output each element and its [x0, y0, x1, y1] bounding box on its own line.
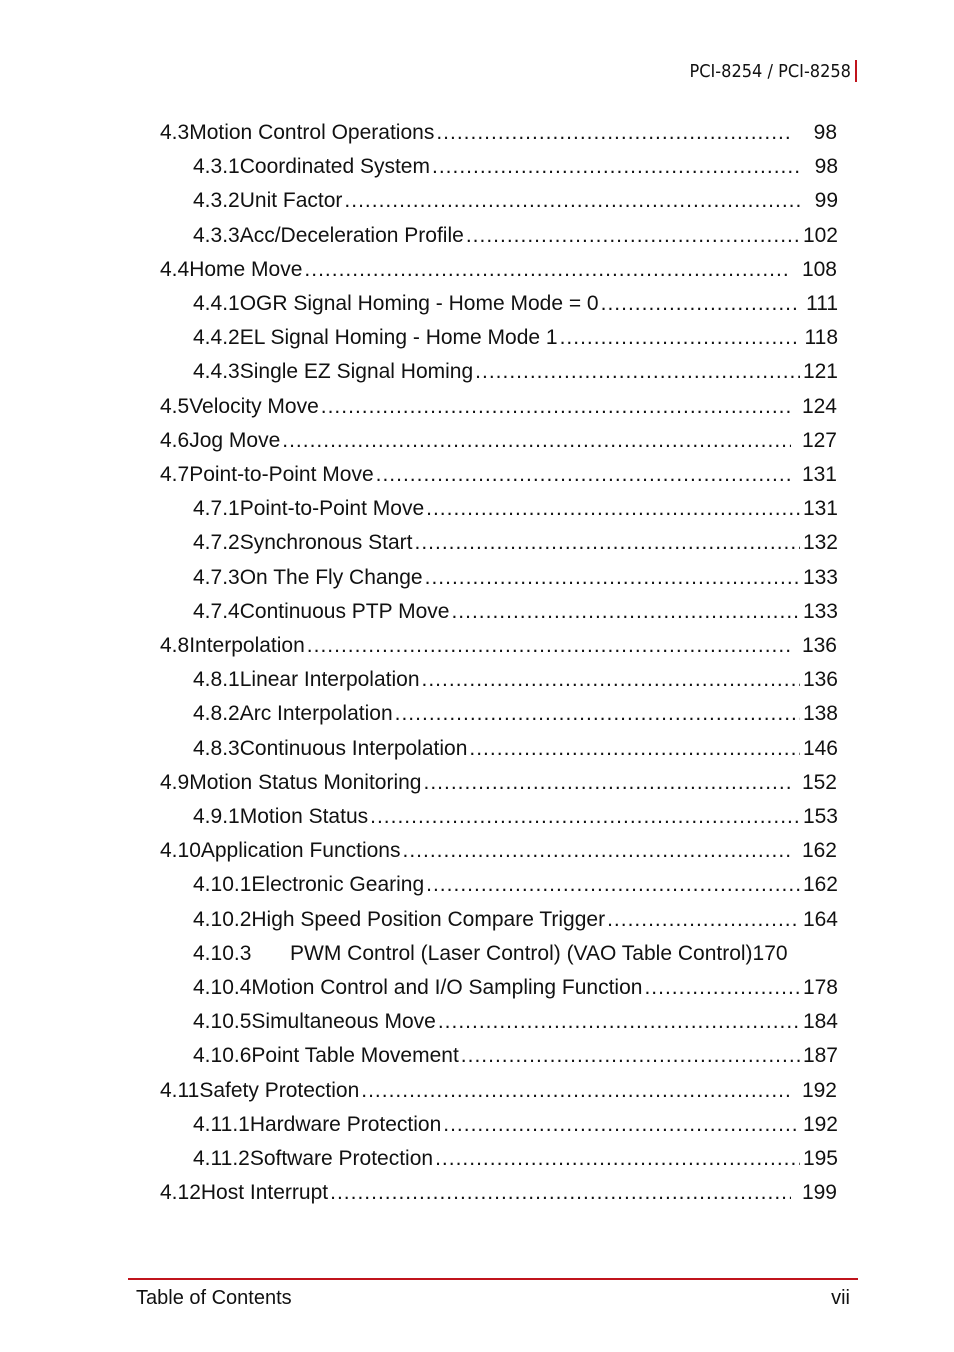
toc-section-title: Unit Factor: [239, 189, 343, 213]
toc-leader-dots: [436, 118, 791, 148]
toc-page-number: 152: [801, 770, 837, 794]
toc-section-number: 4.8.1: [193, 668, 240, 692]
toc-section-number: 4.10.6: [193, 1044, 252, 1068]
toc-entry[interactable]: [193, 973, 838, 1003]
toc-section-number: 4.12: [160, 1181, 201, 1205]
toc-section-number: 4.10.1: [193, 873, 252, 897]
toc-entry[interactable]: [160, 1076, 837, 1106]
toc-section-title: Motion Control and I/O Sampling Function: [251, 976, 643, 999]
toc-section-number: 4.10: [160, 839, 201, 863]
toc-leader-dots: [424, 768, 792, 798]
toc-leader-dots: [435, 1144, 800, 1174]
toc-leader-dots: [560, 323, 800, 353]
toc-section-number: 4.3.2: [193, 189, 240, 213]
toc-leader-dots: [414, 528, 800, 558]
toc-page-number: 162: [802, 873, 838, 897]
toc-entry[interactable]: [193, 734, 838, 764]
toc-leader-dots: [425, 563, 800, 593]
toc-section-number: 4.8: [160, 634, 190, 657]
toc-entry[interactable]: [193, 699, 838, 729]
toc-page-number: 192: [802, 1112, 838, 1136]
toc-section-title: Hardware Protection: [249, 1112, 442, 1136]
toc-leader-dots: [307, 631, 791, 661]
toc-section-number: 4.7.1: [193, 497, 240, 521]
toc-page-number: 199: [801, 1181, 837, 1205]
toc-page-number: 124: [801, 394, 837, 418]
toc-leader-dots: [426, 494, 800, 524]
toc-leader-dots: [601, 289, 800, 319]
toc-section-number: 4.4.2: [193, 326, 240, 350]
toc-page-number: 99: [814, 189, 838, 213]
running-header: [689, 60, 857, 82]
toc-leader-dots: [644, 973, 800, 1003]
toc-section-title: Continuous PTP Move: [239, 599, 450, 623]
toc-entry[interactable]: [193, 939, 838, 969]
toc-section-title: Application Functions: [200, 839, 401, 863]
toc-section-number: 4.7.4: [193, 599, 240, 623]
toc-section-title: Point-to-Point Move: [189, 463, 374, 486]
toc-page-number: 136: [801, 634, 837, 657]
toc-leader-dots: [344, 186, 800, 216]
toc-entry[interactable]: [160, 1178, 837, 1208]
toc-section-number: 4.11: [160, 1078, 200, 1102]
toc-section-number: 4.8.3: [193, 736, 240, 760]
toc-section-title: Host Interrupt: [200, 1181, 329, 1205]
toc-section-number: 4.3.1: [193, 155, 240, 179]
toc-page-number: 162: [801, 839, 837, 863]
toc-entry[interactable]: [193, 1110, 838, 1140]
toc-page-number: 195: [802, 1147, 838, 1170]
toc-section-number: 4.4.3: [193, 360, 240, 384]
toc-leader-dots: [432, 152, 800, 182]
toc-section-title: Safety Protection: [199, 1078, 360, 1102]
toc-entry[interactable]: [193, 186, 838, 216]
toc-section-title: Linear Interpolation: [239, 668, 420, 692]
toc-entry[interactable]: [193, 357, 838, 387]
toc-section-title: PWM Control (Laser Control) (VAO Table Control): [290, 941, 753, 965]
toc-entry[interactable]: [193, 1144, 838, 1174]
toc-section-title: Interpolation: [189, 634, 305, 657]
toc-section-number: 4.10.2: [193, 907, 252, 931]
toc-leader-dots: [395, 699, 800, 729]
toc-leader-dots: [403, 836, 792, 866]
toc-entry[interactable]: [193, 563, 838, 593]
toc-section-title: On The Fly Change: [239, 565, 423, 589]
toc-page-number: 118: [804, 326, 838, 350]
toc-leader-dots: [461, 1041, 800, 1071]
footer-divider: [128, 1278, 858, 1280]
toc-entry[interactable]: [193, 152, 838, 182]
toc-page-number: 127: [801, 428, 837, 452]
toc-page-number: 102: [802, 223, 838, 247]
toc-page-number: 138: [802, 702, 838, 726]
toc-section-title: Point Table Movement: [251, 1044, 459, 1068]
toc-leader-dots: [330, 1178, 791, 1208]
toc-section-title: Simultaneous Move: [251, 1010, 436, 1034]
toc-section-title: High Speed Position Compare Trigger: [251, 907, 606, 931]
toc-entry[interactable]: [193, 597, 838, 627]
toc-entry[interactable]: [160, 392, 837, 422]
toc-leader-dots: [304, 255, 791, 285]
toc-section-title: Electronic Gearing: [251, 873, 425, 897]
toc-page-number: 187: [802, 1044, 838, 1068]
toc-page-number: 133: [802, 565, 838, 589]
toc-leader-dots: [438, 1007, 800, 1037]
toc-entry[interactable]: [160, 118, 837, 148]
toc-section-number: 4.5: [160, 394, 190, 418]
toc-section-title: Velocity Move: [189, 394, 319, 418]
toc-entry[interactable]: [160, 768, 837, 798]
toc-leader-dots: [282, 426, 791, 456]
toc-page-number: 136: [802, 668, 838, 692]
footer-section-title: Table of Contents: [136, 1287, 292, 1309]
toc-entry[interactable]: [193, 323, 838, 353]
toc-section-title: Point-to-Point Move: [239, 497, 425, 521]
toc-page-number: 178: [802, 976, 838, 999]
toc-page-number: 164: [802, 907, 838, 931]
toc-section-title: Synchronous Start: [239, 531, 413, 555]
document-title: PCI-8254 / PCI-8258: [689, 60, 851, 82]
toc-section-number: 4.9: [160, 770, 190, 794]
toc-page-number: 170: [752, 941, 788, 965]
toc-section-title: Coordinated System: [239, 155, 430, 179]
toc-section-number: 4.10.4: [193, 976, 252, 999]
header-accent-bar: [855, 60, 857, 82]
toc-entry[interactable]: [193, 494, 838, 524]
toc-section-number: 4.7.3: [193, 565, 240, 589]
toc-section-number: 4.7.2: [193, 531, 240, 555]
toc-entry[interactable]: [193, 528, 838, 558]
toc-leader-dots: [361, 1076, 791, 1106]
toc-entry[interactable]: [160, 836, 837, 866]
toc-section-title: EL Signal Homing - Home Mode 1: [239, 326, 558, 350]
toc-entry[interactable]: [193, 665, 838, 695]
toc-entry[interactable]: [193, 221, 838, 251]
toc-section-number: 4.4: [160, 257, 190, 281]
toc-leader-dots: [475, 357, 800, 387]
toc-leader-dots: [466, 221, 800, 251]
toc-leader-dots: [607, 905, 800, 935]
toc-entry[interactable]: [160, 426, 837, 456]
toc-leader-dots: [376, 460, 791, 490]
toc-page-number: 98: [814, 155, 838, 179]
toc-page-number: 132: [802, 531, 838, 555]
toc-page-number: 192: [801, 1078, 837, 1102]
toc-entry[interactable]: [193, 870, 838, 900]
toc-section-number: 4.10.3: [193, 941, 252, 965]
toc-section-number: 4.10.5: [193, 1010, 252, 1034]
toc-leader-dots: [422, 665, 800, 695]
toc-page-number: 184: [802, 1010, 838, 1034]
toc-section-number: 4.4.1: [193, 292, 240, 315]
toc-page-number: 133: [802, 599, 838, 623]
toc-leader-dots: [426, 870, 800, 900]
toc-section-number: 4.11.1: [193, 1112, 250, 1136]
toc-page-number: 121: [802, 360, 838, 384]
toc-entry[interactable]: [193, 1007, 838, 1037]
toc-entry[interactable]: [193, 905, 838, 935]
toc-entry[interactable]: [193, 802, 838, 832]
toc-section-title: Arc Interpolation: [239, 702, 393, 726]
toc-entry[interactable]: [160, 631, 837, 661]
toc-section-title: Motion Status Monitoring: [189, 770, 422, 794]
toc-page-number: 111: [806, 292, 838, 315]
toc-section-number: 4.6: [160, 428, 190, 452]
toc-section-title: Software Protection: [249, 1147, 434, 1170]
toc-section-number: 4.3.3: [193, 223, 240, 247]
toc-section-title: Motion Status: [239, 805, 369, 828]
toc-page-number: 131: [801, 463, 837, 486]
toc-leader-dots: [370, 802, 800, 832]
toc-page-number: 108: [801, 257, 837, 281]
toc-section-number: 4.3: [160, 121, 190, 144]
toc-leader-dots: [321, 392, 791, 422]
footer-page-number: vii: [831, 1287, 850, 1309]
toc-page-number: 98: [813, 121, 837, 144]
toc-section-title: OGR Signal Homing - Home Mode = 0: [239, 292, 599, 315]
toc-section-title: Single EZ Signal Homing: [239, 360, 474, 384]
toc-page-number: 153: [802, 805, 838, 828]
toc-section-number: 4.9.1: [193, 805, 240, 828]
toc-section-title: Jog Move: [189, 428, 281, 452]
toc-section-number: 4.7: [160, 463, 190, 486]
toc-leader-dots: [443, 1110, 800, 1140]
toc-entry[interactable]: [160, 460, 837, 490]
toc-leader-dots: [469, 734, 800, 764]
toc-section-title: Continuous Interpolation: [239, 736, 468, 760]
toc-entry[interactable]: [160, 255, 837, 285]
toc-section-title: Acc/Deceleration Profile: [239, 223, 464, 247]
toc-entry[interactable]: [193, 1041, 838, 1071]
toc-section-number: 4.11.2: [193, 1147, 250, 1170]
toc-page-number: 146: [802, 736, 838, 760]
toc-page-number: 131: [802, 497, 838, 521]
toc-entry[interactable]: [193, 289, 838, 319]
toc-section-title: Home Move: [189, 257, 303, 281]
toc-leader-dots: [451, 597, 800, 627]
toc-section-title: Motion Control Operations: [189, 121, 435, 144]
toc-section-number: 4.8.2: [193, 702, 240, 726]
